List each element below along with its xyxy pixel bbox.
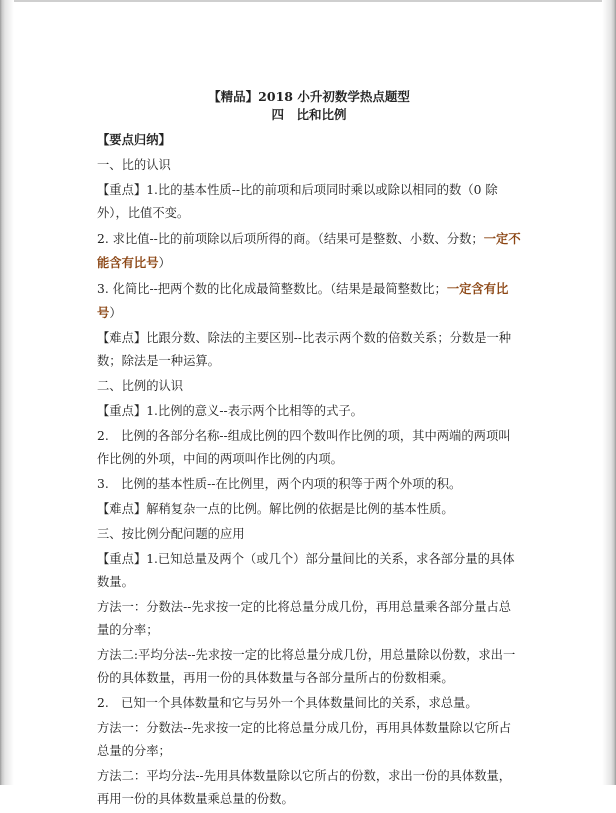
viewer-left-shadow xyxy=(0,0,14,785)
paragraph-text: 3. 化简比--把两个数的比化成最简整数比。（结果是最简整数比； xyxy=(97,282,447,296)
section-heading-distribution: 三、按比例分配问题的应用 xyxy=(97,527,245,541)
document-title: 【精品】2018 小升初数学热点题型 xyxy=(208,89,410,104)
paragraph: 2. 已知一个具体数量和它与另外一个具体数量间比的关系，求总量。 xyxy=(97,696,478,710)
paragraph-text: 2. 求比值--比的前项除以后项所得的商。（结果可是整数、小数、分数； xyxy=(97,232,484,246)
document-subtitle: 四 比和比例 xyxy=(271,107,347,122)
paragraph xyxy=(97,227,521,275)
document-page xyxy=(97,88,521,813)
section-heading-ratio: 一、比的认识 xyxy=(97,158,171,172)
paragraph: 方法二:平均分法--先求按一定的比将总量分成几份，用总量除以份数，求出一份的具体数量，再用一份的具体数量与各部分量所占的份数相乘。 xyxy=(97,648,516,685)
highlight-text: 一定含有比号 xyxy=(97,281,509,320)
section-heading-proportion: 二、比例的认识 xyxy=(97,379,184,393)
paragraph: 方法二：平均分法--先用具体数量除以它所占的份数，求出一份的具体数量，再用一份的具体数量乘总量的份数。 xyxy=(97,769,512,806)
paragraph: 方法一：分数法--先求按一定的比将总量分成几份，再用具体数量除以它所占总量的分率； xyxy=(97,721,512,758)
paragraph-text: ） xyxy=(109,306,122,320)
paragraph: 【重点】1.比例的意义--表示两个比相等的式子。 xyxy=(97,404,363,418)
viewer-top-border xyxy=(0,0,616,2)
viewer-right-shadow xyxy=(602,0,616,785)
paragraph: 【重点】1.已知总量及两个（或几个）部分量间比的关系，求各部分量的具体数量。 xyxy=(97,552,515,589)
paragraph: 【重点】1.比的基本性质--比的前项和后项同时乘以或除以相同的数（0 除外），比值不变。 xyxy=(97,183,498,220)
paragraph: 【难点】解稍复杂一点的比例。解比例的依据是比例的基本性质。 xyxy=(97,502,454,516)
paragraph-text: ） xyxy=(158,256,171,270)
paragraph: 方法一：分数法--先求按一定的比将总量分成几份，再用总量乘各部分量占总量的分率； xyxy=(97,600,512,637)
paragraph: 3. 比例的基本性质--在比例里，两个内项的积等于两个外项的积。 xyxy=(97,477,462,491)
paragraph: 2. 比例的各部分名称--组成比例的四个数叫作比例的项，其中两端的两项叫作比例的外项，中间的两项叫作比例的内项。 xyxy=(97,429,511,466)
highlight-text: 一定不能含有比号 xyxy=(97,231,521,270)
paragraph xyxy=(97,277,521,325)
paragraph: 【难点】比跟分数、除法的主要区别--比表示两个数的倍数关系；分数是一种数；除法是一种运算。 xyxy=(97,331,512,368)
summary-heading: 【要点归纳】 xyxy=(97,132,171,147)
